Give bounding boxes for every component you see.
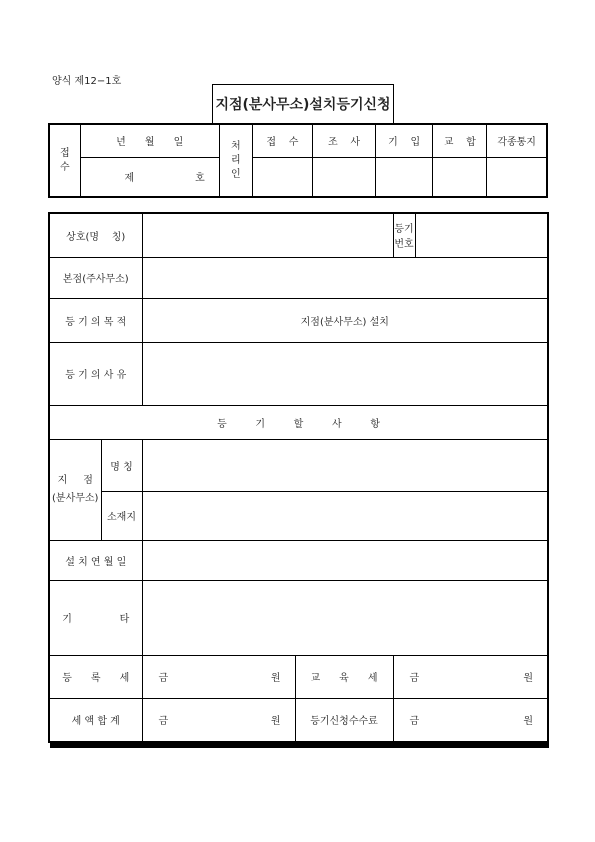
col-notification: 각종통지 [487, 124, 547, 157]
number-cell[interactable] [80, 157, 219, 197]
notification-stamp-cell[interactable] [487, 157, 547, 197]
money-suffix: 원 [270, 673, 281, 684]
money-prefix: 금 [158, 716, 169, 728]
trade-name-label: 상호(명 칭) [49, 213, 142, 257]
purpose-label: 등 기 의 목 적 [49, 298, 142, 342]
entry-stamp-cell[interactable] [376, 157, 433, 197]
edu-tax-field[interactable] [393, 655, 548, 698]
no-label-left: 제 [124, 173, 135, 185]
branch-location-field[interactable] [142, 491, 548, 540]
money-prefix: 금 [409, 673, 420, 684]
install-date-field[interactable] [142, 540, 548, 580]
purpose-value[interactable]: 지점(분사무소) 설치 [142, 298, 548, 342]
reg-tax-field[interactable] [142, 655, 295, 698]
reason-label: 등 기 의 사 유 [49, 342, 142, 405]
reg-number-label: 등기번호 [393, 213, 415, 257]
install-date-label: 설 치 연 월 일 [49, 540, 142, 580]
reception-stamp-cell[interactable] [252, 157, 312, 197]
head-office-field[interactable] [142, 257, 548, 298]
form-number: 양식 제12−1호 [52, 76, 122, 87]
total-tax-field[interactable] [142, 698, 295, 742]
investigation-stamp-cell[interactable] [312, 157, 375, 197]
money-suffix: 원 [523, 673, 534, 684]
branch-name-field[interactable] [142, 439, 548, 491]
edu-tax-label: 교 육 세 [295, 655, 393, 698]
col-collation: 교 합 [433, 124, 487, 157]
reg-number-field[interactable] [415, 213, 548, 257]
col-entry: 기 입 [376, 124, 433, 157]
total-tax-label: 세 액 합 계 [49, 698, 142, 742]
branch-label [49, 439, 101, 540]
processing-header-table [48, 123, 548, 198]
reason-field[interactable] [142, 342, 548, 405]
col-investigation: 조 사 [312, 124, 375, 157]
application-table [48, 212, 549, 743]
money-prefix: 금 [158, 673, 169, 684]
no-label-right: 호 [195, 173, 205, 185]
processor-label: 처 리 인 [219, 124, 252, 197]
head-office-label: 본점(주사무소) [49, 257, 142, 298]
branch-label-2: (분사무소) [52, 492, 99, 504]
branch-location-label: 소재지 [101, 491, 142, 540]
etc-label: 기 타 [49, 580, 142, 655]
reg-tax-label: 등 록 세 [49, 655, 142, 698]
branch-label-1: 지 점 [57, 474, 93, 486]
date-label: 년 월 일 [80, 124, 219, 157]
etc-field[interactable] [142, 580, 548, 655]
money-suffix: 원 [270, 716, 281, 728]
money-prefix: 금 [409, 716, 420, 728]
collation-stamp-cell[interactable] [433, 157, 487, 197]
branch-name-label: 명 칭 [101, 439, 142, 491]
trade-name-field[interactable] [142, 213, 393, 257]
fee-field[interactable] [393, 698, 548, 742]
form-title: 지점(분사무소)설치등기신청 [212, 84, 394, 123]
fee-label: 등기신청수수료 [295, 698, 393, 742]
reception-label: 접 수 [49, 124, 80, 197]
col-reception: 접 수 [252, 124, 312, 157]
money-suffix: 원 [523, 716, 534, 728]
matters-heading: 등 기 할 사 항 [49, 405, 548, 439]
